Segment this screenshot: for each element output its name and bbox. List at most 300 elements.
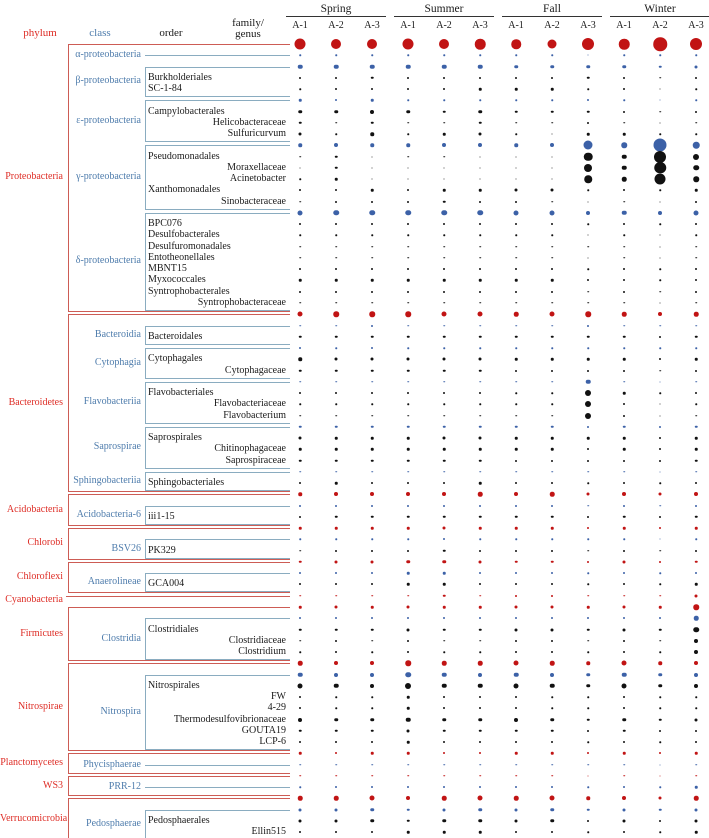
bubble [407, 235, 409, 237]
bubble [335, 708, 337, 710]
bubble [479, 336, 482, 339]
taxon-label-order: Nitrospirales [148, 679, 200, 691]
bubble [695, 786, 698, 789]
bubble [299, 448, 302, 451]
bubble [515, 358, 518, 361]
bubble [514, 210, 519, 215]
bubble [623, 651, 625, 653]
bubble [407, 505, 409, 507]
bubble [478, 796, 483, 801]
bubble [695, 65, 698, 68]
bubble [367, 39, 377, 49]
bubble [299, 189, 301, 191]
bubble [335, 336, 338, 339]
bubble [443, 100, 445, 102]
class-bracket-line [145, 506, 146, 524]
bubble [659, 741, 661, 743]
bubble [335, 133, 337, 135]
bubble [587, 617, 589, 619]
class-bracket-line [145, 490, 290, 491]
bubble [551, 302, 553, 304]
bubble [622, 166, 627, 171]
bubble [659, 584, 661, 586]
bubble [299, 437, 302, 440]
bubble [298, 144, 302, 148]
bubble [695, 741, 697, 743]
bubble [695, 415, 697, 417]
bubble [407, 471, 409, 473]
taxon-label-order: Flavobacteriales [148, 387, 214, 399]
bubble [299, 730, 302, 733]
bubble [371, 583, 373, 585]
bubble [659, 111, 661, 113]
bubble [299, 696, 301, 698]
bubble [694, 210, 699, 215]
bubble [299, 268, 301, 270]
bubble [623, 808, 626, 811]
phylum-label: WS3 [43, 779, 63, 791]
bubble [585, 401, 591, 407]
bubble [479, 786, 481, 788]
class-bracket-line [145, 100, 146, 141]
bubble [623, 291, 625, 293]
bubble [479, 696, 481, 698]
bubble [407, 404, 409, 406]
bubble [479, 404, 481, 406]
class-label: Acidobacteria-6 [76, 508, 141, 520]
bubble [442, 492, 446, 496]
bubble [694, 312, 699, 317]
bubble [407, 583, 410, 586]
bubble [587, 325, 589, 327]
bubble [335, 640, 337, 642]
bubble [443, 808, 446, 811]
bubble [515, 336, 518, 339]
bubble [478, 110, 482, 114]
bubble [299, 459, 302, 462]
bubble [659, 77, 661, 79]
bubble [660, 381, 661, 382]
bubble [443, 200, 446, 203]
bubble [299, 77, 301, 79]
bubble [442, 672, 447, 677]
class-bracket-line [145, 326, 290, 327]
season-header-winter: Winter [644, 3, 676, 15]
bubble [623, 460, 625, 462]
bubble [515, 505, 517, 507]
bubble [659, 370, 661, 372]
bubble [587, 223, 589, 225]
bubble [515, 764, 517, 766]
bubble [515, 561, 518, 564]
bubble [695, 808, 698, 811]
bubble [299, 392, 301, 394]
bubble [587, 448, 589, 450]
bubble [407, 606, 410, 609]
bubble [335, 415, 337, 417]
bubble [443, 696, 445, 698]
bubble [479, 201, 481, 203]
taxon-label-order: Entotheonellales [148, 251, 215, 263]
bubble [515, 189, 518, 192]
bubble [333, 311, 339, 317]
bubble [695, 775, 697, 777]
bubble [335, 167, 338, 170]
bubble [407, 336, 410, 339]
bubble [659, 437, 661, 439]
class-label: Anaerolineae [87, 576, 141, 588]
bubble [370, 819, 374, 823]
bubble [443, 325, 445, 327]
bubble [551, 246, 553, 248]
bubble [443, 459, 446, 462]
bubble [585, 311, 591, 317]
taxon-label-genus: Ellin515 [251, 826, 286, 838]
bubble [371, 730, 374, 733]
bubble [623, 448, 626, 451]
bubble [372, 179, 373, 180]
bubble [443, 133, 446, 136]
bubble [443, 392, 445, 394]
bubble [479, 88, 482, 91]
bubble [335, 77, 337, 79]
bubble [407, 325, 409, 327]
bubble [479, 651, 481, 653]
bubble [443, 606, 446, 609]
bubble [479, 426, 482, 429]
class-bracket-line [145, 539, 146, 557]
bubble [407, 369, 410, 372]
bubble [371, 369, 374, 372]
bubble [695, 516, 698, 519]
bubble [586, 684, 590, 688]
bubble [443, 302, 445, 304]
season-header-fall: Fall [543, 3, 561, 15]
class-label: α-proteobacteria [75, 49, 141, 61]
bubble [659, 460, 661, 462]
class-label: Bacteroidia [94, 328, 141, 340]
bubble [515, 741, 517, 743]
bubble [659, 190, 661, 192]
bubble [479, 279, 482, 282]
bubble [515, 347, 517, 349]
bubble [299, 516, 301, 518]
bubble [298, 672, 303, 677]
class-bracket-line [145, 675, 146, 750]
bubble [298, 661, 303, 666]
bubble [587, 370, 589, 372]
taxon-label-order: Bacteroidales [148, 330, 203, 342]
bubble [299, 246, 301, 248]
bubble [514, 661, 519, 666]
bubble [479, 572, 481, 574]
class-bracket-line [145, 472, 290, 473]
bubble [371, 223, 373, 225]
bubble [335, 550, 337, 552]
bubble [479, 730, 482, 733]
bubble [658, 662, 662, 666]
bubble [551, 415, 553, 417]
bubble [516, 156, 517, 157]
bubble [443, 437, 446, 440]
bubble [335, 572, 337, 574]
bubble [335, 99, 337, 101]
bubble [371, 708, 373, 710]
bubble [551, 325, 553, 327]
bubble [623, 347, 625, 349]
bubble [443, 628, 446, 631]
phylum-bracket-line [68, 592, 290, 593]
bubble [331, 39, 341, 49]
class-bracket-line [145, 427, 146, 468]
bubble [335, 189, 337, 191]
bubble [695, 189, 698, 192]
bubble [407, 527, 410, 530]
bubble [551, 223, 553, 225]
bubble [335, 539, 337, 541]
bubble [551, 448, 554, 451]
bubble [623, 617, 625, 619]
bubble [658, 211, 662, 215]
bubble [407, 651, 409, 653]
bubble [658, 673, 662, 677]
bubble [477, 210, 483, 216]
bubble [586, 673, 590, 677]
bubble [660, 764, 661, 765]
bubble [369, 210, 375, 216]
bubble [479, 189, 482, 192]
bubble [300, 167, 301, 168]
bubble [514, 718, 518, 722]
bubble [623, 336, 626, 339]
bubble [551, 110, 554, 113]
bubble [659, 708, 661, 710]
bubble [551, 381, 553, 383]
bubble [515, 415, 517, 417]
bubble [551, 752, 554, 755]
bubble [407, 77, 409, 79]
bubble [694, 616, 699, 621]
bubble [371, 741, 373, 743]
taxon-label-order: Saprospirales [148, 432, 202, 444]
bubble [443, 572, 446, 575]
taxon-label-order: Campylobacterales [148, 105, 225, 117]
class-dash-line [145, 787, 290, 788]
bubble [479, 325, 481, 327]
bubble [371, 291, 373, 293]
class-bracket-line [145, 810, 290, 811]
bubble [335, 347, 337, 349]
bubble [515, 482, 517, 484]
bubble [695, 718, 698, 721]
bubble [299, 617, 301, 619]
bubble [551, 516, 554, 519]
bubble [371, 516, 374, 519]
bubble [334, 492, 338, 496]
bubble [550, 796, 555, 801]
class-dash-line [145, 55, 290, 56]
bubble [479, 291, 481, 293]
bubble [623, 482, 625, 484]
bubble [622, 177, 627, 182]
bubble [443, 640, 445, 642]
bubble [299, 786, 301, 788]
class-bracket-line [145, 344, 290, 345]
taxon-label-family: Flavobacteriaceae [213, 398, 286, 410]
bubble [407, 628, 410, 631]
class-bracket-line [145, 423, 290, 424]
bubble [298, 64, 303, 69]
bubble [335, 741, 337, 743]
bubble [299, 122, 302, 125]
bubble [407, 696, 410, 699]
bubble [551, 279, 554, 282]
bubble [695, 235, 697, 237]
bubble [660, 201, 661, 202]
bubble [407, 133, 409, 135]
bubble [371, 99, 374, 102]
bubble [514, 672, 519, 677]
bubble [479, 505, 481, 507]
bubble [514, 683, 519, 688]
taxon-label-order: SC-1-84 [148, 83, 182, 95]
bubble [443, 235, 445, 237]
bubble [695, 347, 697, 349]
bubble [588, 201, 589, 202]
bubble [551, 696, 553, 698]
bubble [478, 143, 482, 147]
bubble [587, 426, 589, 428]
bubble [623, 471, 625, 473]
bubble [407, 786, 409, 788]
bubble [695, 404, 697, 406]
bubble [371, 448, 374, 451]
bubble [335, 527, 338, 530]
bubble [623, 77, 625, 79]
class-label: Nitrospira [100, 705, 141, 717]
bubble [659, 527, 661, 529]
bubble [299, 707, 301, 709]
bubble [587, 437, 590, 440]
bubble [335, 358, 338, 361]
bubble [550, 718, 554, 722]
bubble [660, 235, 661, 236]
bubble [335, 155, 338, 158]
taxon-label-family: Chitinophagaceae [214, 443, 286, 455]
bubble [515, 752, 518, 755]
bubble [623, 831, 625, 833]
bubble [551, 77, 553, 79]
phylum-bracket-line [68, 753, 290, 754]
column-header-order: order [159, 27, 183, 39]
season-underline [394, 16, 494, 17]
phylum-bracket-line [68, 795, 290, 796]
bubble [587, 110, 590, 113]
bubble [478, 312, 483, 317]
bubble [588, 257, 589, 258]
bubble [515, 223, 517, 225]
bubble [299, 808, 302, 811]
bubble [695, 764, 697, 766]
bubble [405, 672, 411, 678]
bubble [371, 459, 374, 462]
bubble [551, 786, 553, 788]
bubble [551, 201, 553, 203]
bubble [623, 583, 625, 585]
bubble [371, 572, 373, 574]
bubble [623, 122, 625, 124]
taxon-label-order: Pseudomonadales [148, 150, 220, 162]
bubble [622, 65, 626, 69]
bubble [695, 268, 697, 270]
bubble [299, 561, 302, 564]
bubble [407, 201, 409, 203]
bubble [515, 550, 517, 552]
bubble [441, 210, 447, 216]
bubble [623, 560, 626, 563]
bubble [442, 143, 446, 147]
bubble [695, 527, 698, 530]
bubble [335, 628, 338, 631]
class-bracket-line [145, 348, 290, 349]
bubble [443, 527, 446, 530]
class-bracket-line [145, 213, 290, 214]
bubble [333, 210, 339, 216]
bubble [659, 426, 661, 428]
bubble [407, 279, 410, 282]
bubble [551, 539, 553, 541]
bubble [371, 539, 373, 541]
bubble [515, 302, 517, 304]
phylum-bracket-line [68, 750, 290, 751]
bubble [479, 268, 481, 270]
bubble [371, 437, 374, 440]
bubble [442, 718, 446, 722]
bubble [370, 673, 374, 677]
bubble [298, 358, 302, 362]
bubble [479, 560, 482, 563]
bubble [695, 471, 697, 473]
bubble [695, 133, 697, 135]
bubble [622, 492, 626, 496]
taxon-label-order: Xanthomonadales [148, 184, 221, 196]
bubble [479, 415, 481, 417]
bubble [407, 764, 409, 766]
class-label: β-proteobacteria [75, 75, 141, 87]
bubble [443, 246, 445, 248]
bubble [299, 156, 301, 158]
bubble [443, 786, 445, 788]
bubble [299, 178, 301, 180]
bubble [298, 718, 302, 722]
bubble [515, 426, 518, 429]
bubble [443, 223, 445, 225]
bubble [407, 572, 410, 575]
class-label: Cytophagia [94, 356, 141, 368]
bubble [587, 820, 589, 822]
bubble [335, 381, 337, 383]
bubble [407, 88, 409, 90]
bubble [654, 162, 666, 174]
taxon-label-order: Pedosphaerales [148, 814, 210, 826]
bubble [371, 505, 373, 507]
bubble [405, 661, 411, 667]
bubble [695, 246, 697, 248]
bubble [623, 257, 625, 259]
bubble [695, 381, 697, 383]
bubble [371, 550, 373, 552]
bubble [695, 358, 698, 361]
